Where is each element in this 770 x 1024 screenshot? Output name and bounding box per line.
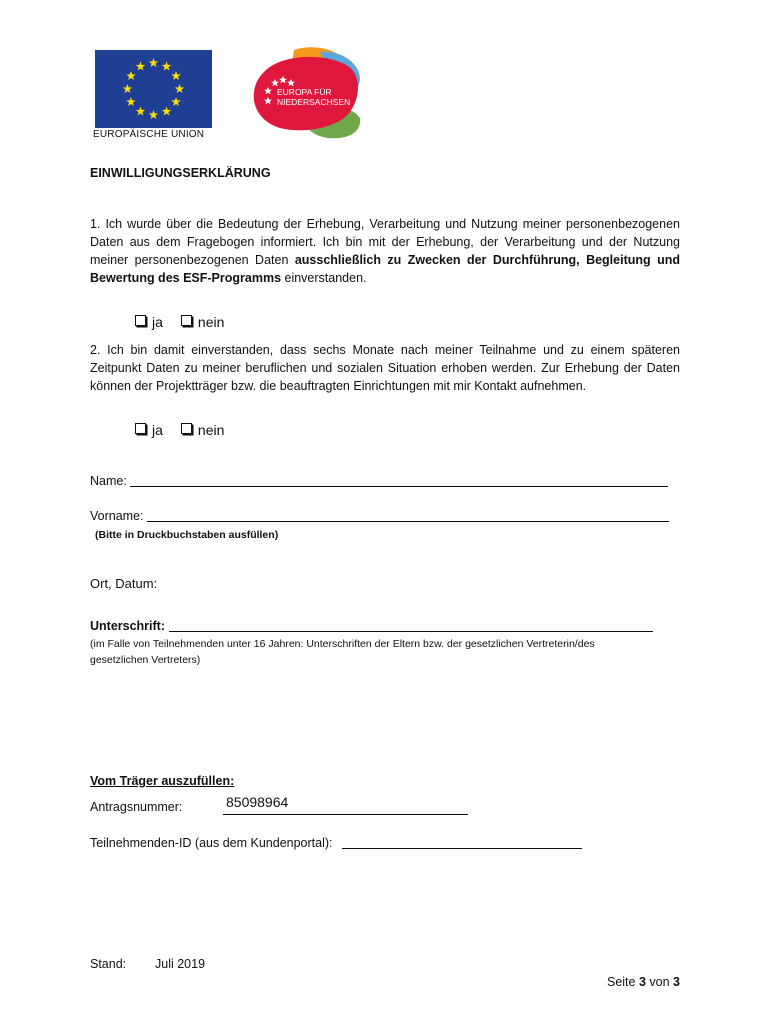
consent-paragraph-1: [90, 215, 680, 287]
consent-1-bold-text: ausschließlich zu Zwecken der Durchführung, Begleitung und Bewertung des ESF-Programms: [90, 253, 680, 285]
europa-fuer-niedersachsen-logo: [250, 46, 364, 141]
page-number: [607, 975, 680, 989]
consent-2-no-label: nein: [197, 422, 225, 438]
consent-1-no-label: nein: [197, 314, 225, 330]
name-field: [90, 474, 668, 488]
logo-text-line2: NIEDERSACHSEN: [277, 97, 351, 107]
antrag-label: Antragsnummer:: [90, 800, 183, 814]
checkbox-icon[interactable]: [135, 423, 146, 434]
antrag-value: 85098964: [226, 794, 289, 810]
consent-1-text-end: einverstanden.: [281, 271, 367, 285]
page-current: 3: [638, 975, 646, 989]
document-title: EINWILLIGUNGSERKLÄRUNG: [90, 166, 271, 180]
checkbox-icon[interactable]: [181, 315, 192, 326]
tn-id-field: [90, 836, 582, 850]
consent-2-yes-label: ja: [152, 422, 163, 438]
eu-flag-logo: [95, 50, 212, 128]
checkbox-icon[interactable]: [135, 315, 146, 326]
checkbox-icon[interactable]: [181, 423, 192, 434]
name-input-line[interactable]: [130, 486, 668, 487]
consent-1-yes-label: ja: [152, 314, 163, 330]
eu-label: EUROPÄISCHE UNION: [93, 129, 205, 140]
signature-note: (im Falle von Teilnehmenden unter 16 Jahren: Unterschriften der Eltern bzw. der gesetzlichen Vertreterin/des gesetzlichen Vertreters): [90, 638, 595, 666]
consent-2-options: [135, 422, 224, 438]
stand-value: Juli 2019: [155, 957, 206, 971]
consent-2-yes-option[interactable]: [135, 422, 163, 438]
antrag-input[interactable]: [223, 794, 468, 815]
signature-label: Unterschrift:: [90, 619, 166, 633]
consent-1-no-option[interactable]: [181, 314, 224, 330]
tn-id-input-line[interactable]: [342, 848, 582, 849]
page-total: 3: [673, 975, 680, 989]
page-prefix: Seite: [606, 975, 636, 989]
consent-1-text: 1. Ich wurde über die Bedeutung der Erhebung, Verarbeitung und Nutzung meiner personenbezogenen Daten aus dem Fragebogen informiert. Ich bin mit der Erhebung, der Verarbeitung und der Nutzung meiner personenbezogenen Daten: [90, 217, 680, 267]
vorname-field: [90, 509, 669, 523]
consent-paragraph-2: 2. Ich bin damit einverstanden, dass sechs Monate nach meiner Teilnahme und zu einem späteren Zeitpunkt Daten zu meiner beruflichen und sozialen Situation erhoben werden. Zur Erhebung der Daten können der Projektträger bzw. die beauftragten Einrichtungen mit mir Kontakt aufnehmen.: [90, 343, 680, 393]
signature-field: [90, 619, 653, 633]
block-letters-note: (Bitte in Druckbuchstaben ausfüllen): [95, 529, 279, 541]
consent-2-no-option[interactable]: [181, 422, 224, 438]
ort-datum-label: Ort, Datum:: [90, 576, 158, 591]
stand-label: Stand:: [90, 957, 127, 971]
signature-input-line[interactable]: [169, 631, 653, 632]
consent-1-yes-option[interactable]: [135, 314, 163, 330]
name-label: Name:: [90, 474, 127, 488]
logo-text-line1: EUROPA FÜR: [277, 87, 332, 97]
page-middle: von: [649, 975, 670, 989]
vorname-input-line[interactable]: [147, 521, 669, 522]
consent-1-options: [135, 314, 224, 330]
vorname-label: Vorname:: [90, 509, 144, 523]
tn-id-label: Teilnehmenden-ID (aus dem Kundenportal):: [90, 836, 333, 850]
carrier-heading: Vom Träger auszufüllen:: [90, 774, 235, 788]
